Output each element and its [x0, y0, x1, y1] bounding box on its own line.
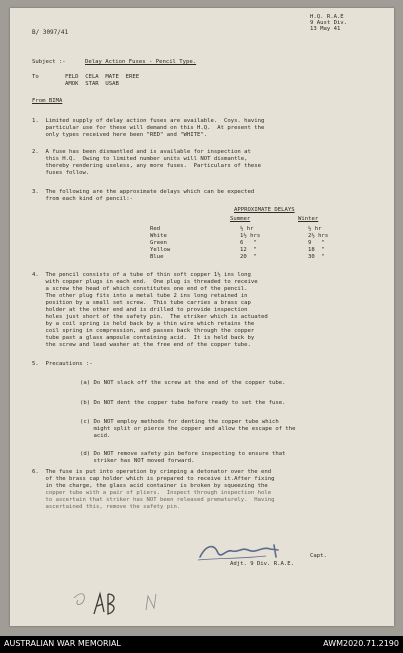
to-label: To — [32, 74, 39, 80]
table-row-colour: Yellow — [150, 247, 171, 253]
footer-bar — [0, 636, 403, 653]
hq-line: H.Q. R.A.E — [310, 14, 344, 20]
subject-text: Delay Action Fuses - Pencil Type. — [85, 59, 197, 65]
para-2-line-4: fuses follow. — [32, 170, 90, 176]
table-row-summer: 20 " — [240, 254, 257, 260]
para-6-line-5: to ascertain that striker has NOT been released prematurely. Having — [32, 497, 275, 503]
para-2-line-1: 2. A fuse has been dismantled and is available for inspection at — [32, 149, 251, 155]
table-row-winter: 30 " — [308, 254, 325, 260]
subject-label: Subject :- — [32, 59, 66, 65]
para-2-line-2: this H.Q. Owing to limited number units will NOT dismantle, — [32, 156, 248, 162]
para-1-line-3: only types received here been "RED" and "WHITE". — [32, 132, 208, 138]
para-4-line-1: 4. The pencil consists of a tube of thin soft copper 1½ ins long — [32, 272, 251, 278]
footer-accession: AWM2020.71.2190 — [323, 639, 399, 648]
document-page — [10, 8, 394, 626]
to-line-1: FELD CELA MATE EREE — [65, 74, 140, 80]
to-line-2: AMOK STAR USAB — [65, 81, 119, 87]
para-3-line-2: from each kind of pencil:- — [32, 196, 134, 202]
precaution-a: (a) Do NOT slack off the screw at the end of the copper tube. — [80, 380, 286, 386]
precaution-c-line-1: (c) Do NOT employ methods for denting the copper tube which — [80, 419, 279, 425]
para-4-line-6: holder at the other end and is drilled to provide inspection — [32, 307, 248, 313]
unit-line: 9 Aust Div. — [310, 20, 348, 26]
para-4-line-10: tube past a glass ampoule containing acid. It is held back by — [32, 335, 255, 341]
para-1-line-1: 1. Limited supply of delay action fuses are available. Coys. having — [32, 118, 265, 124]
table-row-winter: 2½ hrs — [308, 233, 329, 239]
para-4-line-7: holes just short of the safety pin. The striker which is actuated — [32, 314, 268, 320]
signature-mark — [196, 541, 306, 563]
table-title: APPROXIMATE DELAYS — [234, 207, 295, 213]
footer-source: AUSTRALIAN WAR MEMORIAL — [4, 639, 121, 648]
table-row-colour: Blue — [150, 254, 164, 260]
date-line: 13 May 41 — [310, 26, 341, 32]
table-row-colour: Green — [150, 240, 167, 246]
table-row-winter: ½ hr — [308, 226, 322, 232]
table-row-summer: ½ hr — [240, 226, 254, 232]
table-col-winter: Winter — [298, 216, 319, 222]
para-4-line-2: with copper plugs in each end. One plug is threaded to receive — [32, 279, 258, 285]
para-2-line-3: thereby rendering useless, any more fuses. Particulars of these — [32, 163, 262, 169]
table-row-colour: Red — [150, 226, 161, 232]
para-4-line-8: by a coil spring is held back by a thin wire which retains the — [32, 321, 255, 327]
para-6-line-3: in the charge, the glass acid container is broken by squeezing the — [32, 483, 268, 489]
para-4-line-4: The other plug fits into a metal tube 2 ins long retained in — [32, 293, 248, 299]
signature-role: Adjt. 9 Div. R.A.E. — [230, 561, 294, 567]
table-row-winter: 9 " — [308, 240, 325, 246]
para-6-line-4: copper tube with a pair of pliers. Inspect through inspection hole — [32, 490, 272, 496]
precaution-d-line-2: striker has NOT moved forward. — [80, 458, 195, 464]
table-row-winter: 18 " — [308, 247, 325, 253]
para-6-line-1: 6. The fuse is put into operation by crimping a detonator over the end — [32, 469, 272, 475]
para-4-line-3: a screw the head of which constitutes one end of the pencil. — [32, 286, 248, 292]
para-5-heading: 5. Precautions :- — [32, 361, 93, 367]
table-row-summer: 6 " — [240, 240, 257, 246]
table-row-colour: White — [150, 233, 167, 239]
precaution-c-line-3: acid. — [80, 433, 111, 439]
reference-number: B/ 3097/41 — [32, 29, 69, 36]
para-4-line-5: position by a small set screw. This tube carries a brass cap — [32, 300, 251, 306]
from-line: From BIMA — [32, 98, 63, 104]
signature-rank: Capt. — [310, 553, 327, 559]
table-col-summer: Summer — [230, 216, 251, 222]
table-row-summer: 12 " — [240, 247, 257, 253]
para-3-line-1: 3. The following are the approximate delays which can be expected — [32, 189, 255, 195]
para-6-line-6: ascertained this, remove the safety pin. — [32, 504, 181, 510]
para-6-line-2: of the brass cap holder which is prepared to receive it.After fixing — [32, 476, 275, 482]
precaution-d-line-1: (d) Do NOT remove safety pin before inspecting to ensure that — [80, 451, 286, 457]
table-row-summer: 1½ hrs — [240, 233, 261, 239]
para-1-line-2: particular use for these will demand on this H.Q. At present the — [32, 125, 265, 131]
para-4-line-11: the screw and lead washer at the free end of the copper tube. — [32, 342, 251, 348]
precaution-b: (b) Do NOT dent the copper tube before ready to set the fuse. — [80, 400, 286, 406]
precaution-c-line-2: might split or pierce the copper and allow the escape of the — [80, 426, 296, 432]
para-4-line-9: coil spring in compression, and passes back through the copper — [32, 328, 255, 334]
handwritten-initials — [70, 586, 180, 620]
